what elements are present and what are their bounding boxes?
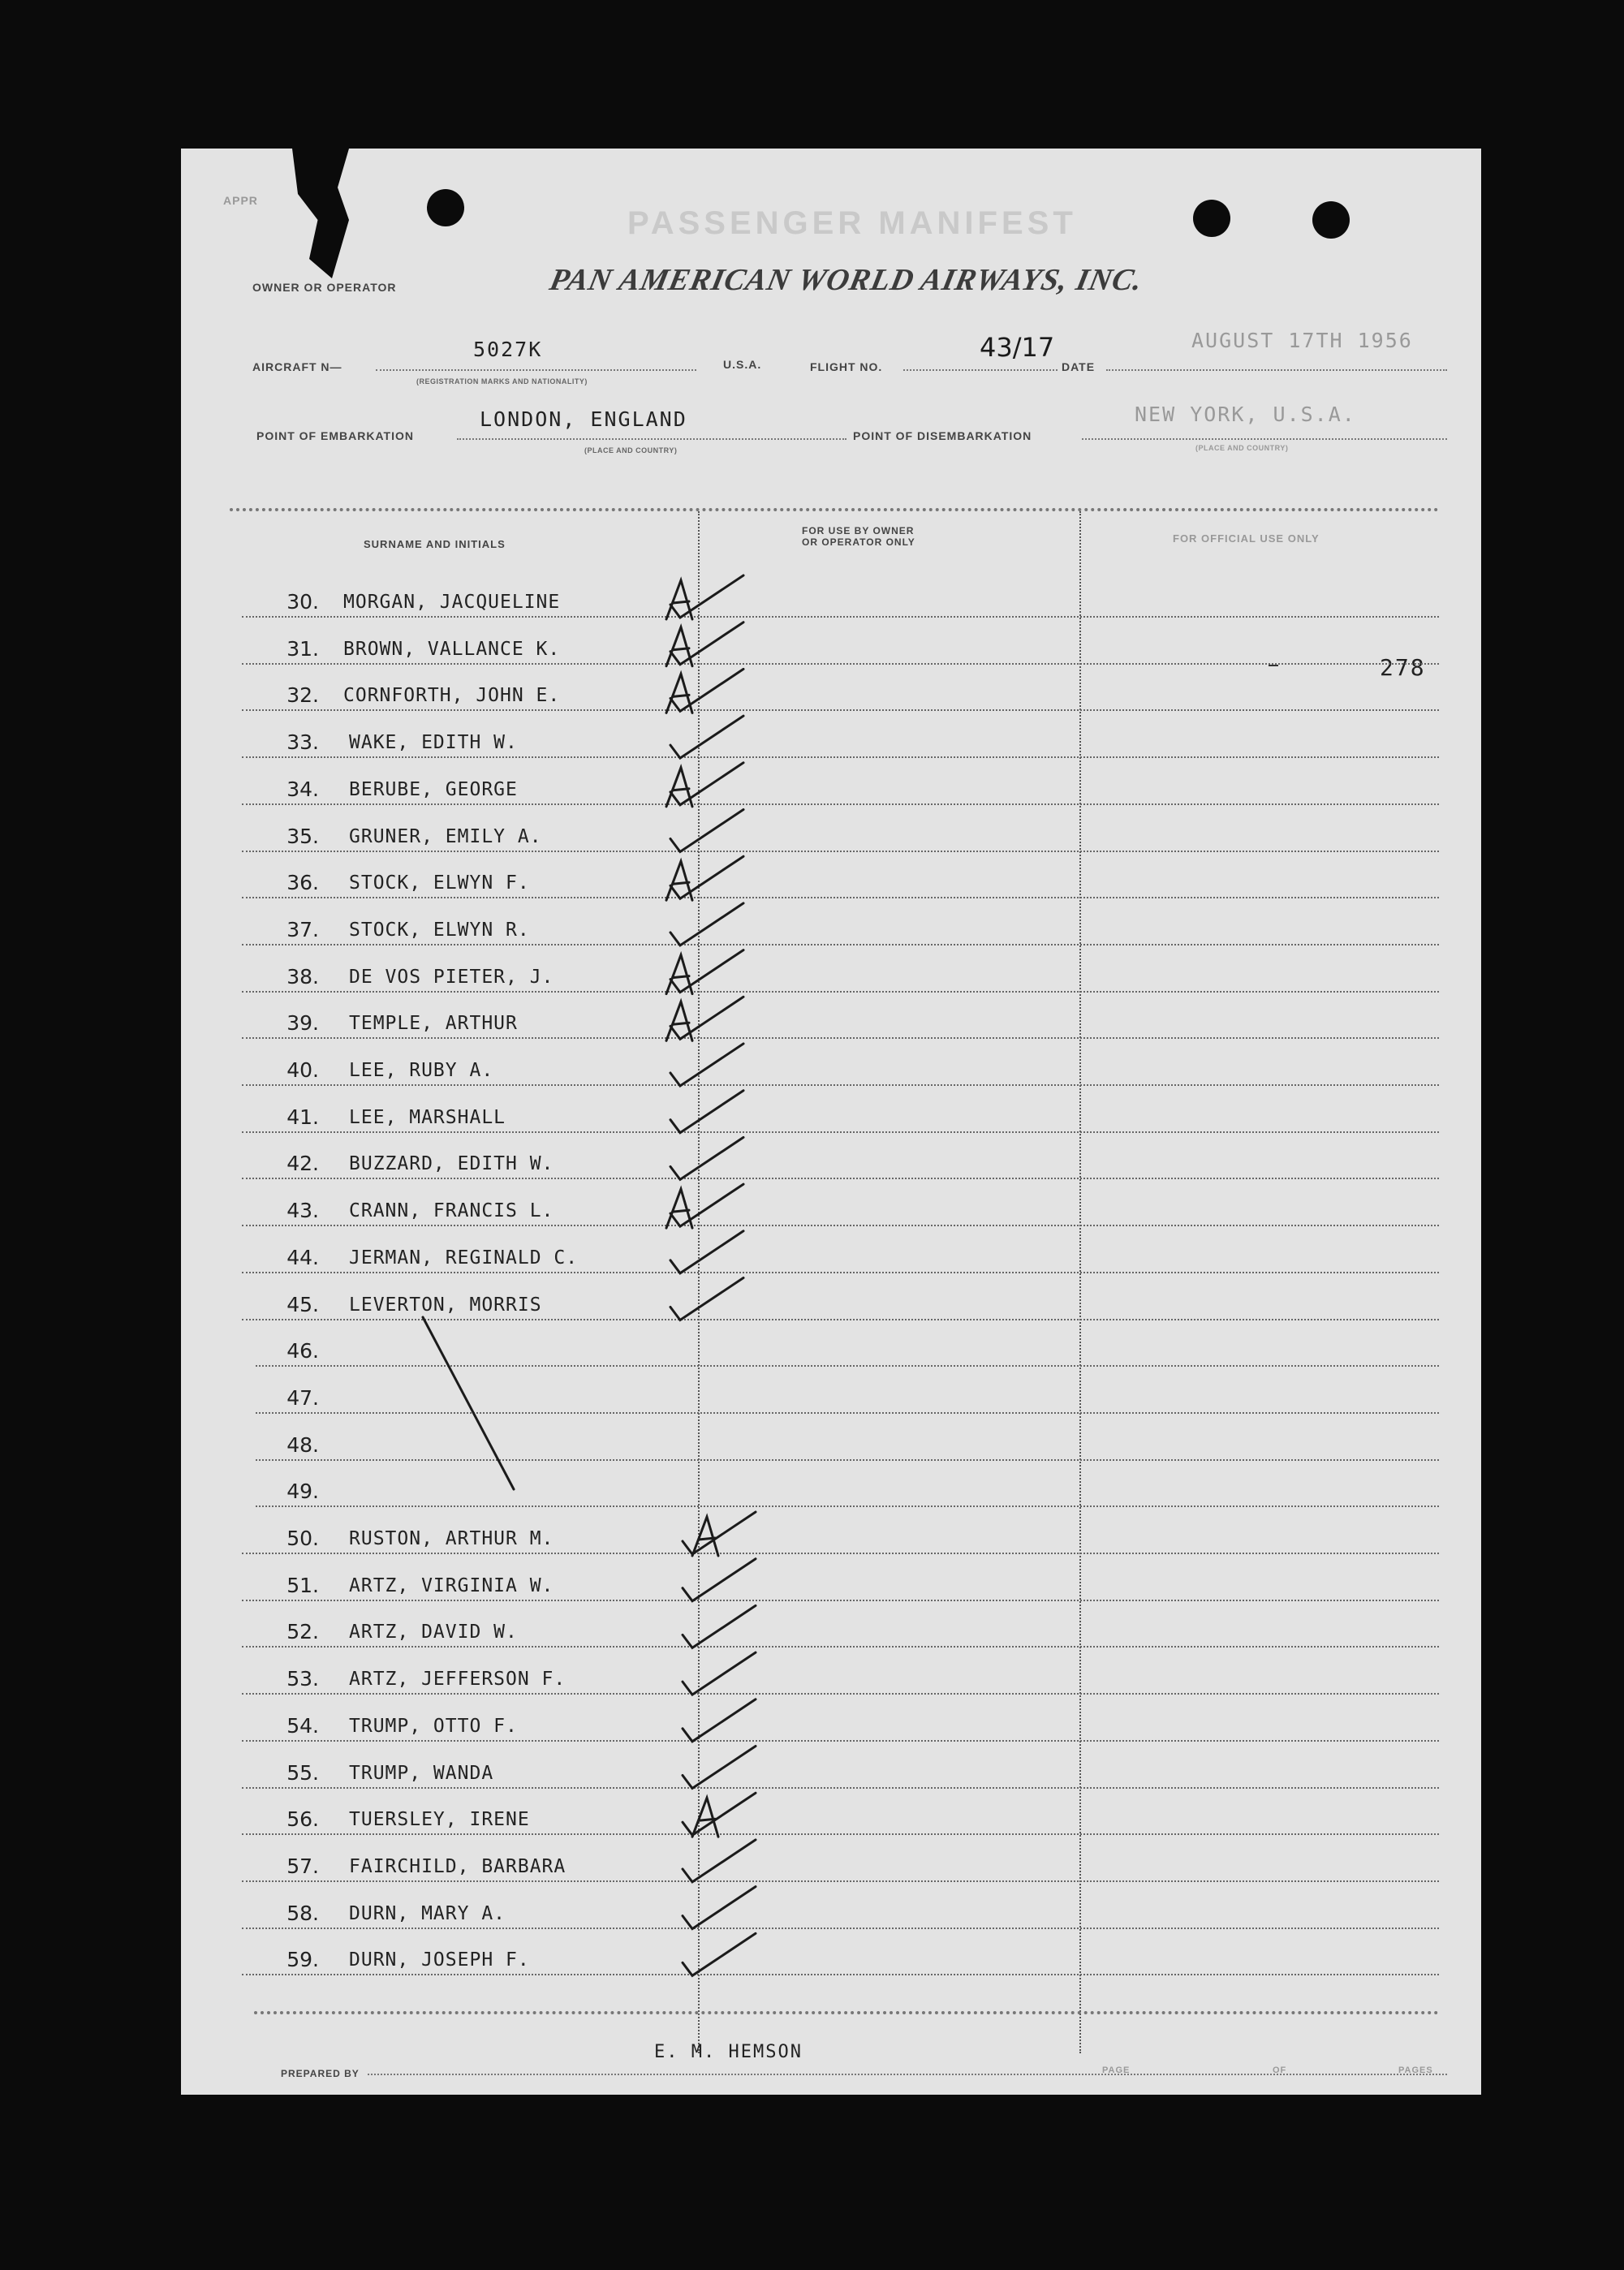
aircraft-label: AIRCRAFT N—: [252, 360, 342, 373]
pencil-stroke: [683, 1559, 756, 1601]
flight-value: 43/17: [980, 332, 1055, 363]
passenger-number: 41.: [286, 1105, 319, 1129]
passenger-number: 56.: [286, 1807, 319, 1831]
pencil-stroke: [670, 903, 743, 945]
passenger-name: DURN, JOSEPH F.: [349, 1949, 530, 1971]
passenger-number: 33.: [286, 730, 319, 754]
col-owner-use-1: FOR USE BY OWNER: [802, 525, 915, 536]
pencil-stroke: [670, 716, 743, 758]
passenger-number: 36.: [286, 871, 319, 894]
pencil-stroke: [670, 810, 743, 852]
disembarkation-label: POINT OF DISEMBARKATION: [853, 429, 1032, 442]
pencil-stroke: [670, 1231, 743, 1273]
passenger-number: 57.: [286, 1854, 319, 1878]
passenger-name: TEMPLE, ARTHUR: [349, 1013, 518, 1034]
passenger-name: LEE, RUBY A.: [349, 1060, 494, 1081]
col-surname: SURNAME AND INITIALS: [364, 538, 506, 550]
passenger-name: BUZZARD, EDITH W.: [349, 1153, 554, 1174]
pencil-stroke: [683, 1887, 756, 1929]
passenger-name: STOCK, ELWYN R.: [349, 920, 530, 941]
prepared-label: PREPARED BY: [281, 2068, 360, 2079]
pencil-stroke: [683, 1512, 756, 1554]
embarkation-label: POINT OF EMBARKATION: [256, 429, 414, 442]
passenger-name: TRUMP, WANDA: [349, 1763, 494, 1784]
passenger-number: 49.: [286, 1480, 319, 1503]
handwritten-check-marks: [181, 149, 1481, 2095]
passenger-number: 52.: [286, 1620, 319, 1643]
pencil-stroke: [670, 1278, 743, 1320]
passenger-number: 43.: [286, 1199, 319, 1222]
passenger-number: 34.: [286, 777, 319, 801]
pencil-stroke: [670, 1044, 743, 1086]
pencil-stroke: [670, 1137, 743, 1179]
passenger-name: TUERSLEY, IRENE: [349, 1809, 530, 1830]
pencil-stroke: [683, 1652, 756, 1695]
passenger-number: 35.: [286, 825, 319, 848]
pencil-stroke: [683, 1793, 756, 1835]
passenger-name: BERUBE, GEORGE: [349, 779, 518, 800]
passenger-name: MORGAN, JACQUELINE: [343, 592, 561, 613]
passenger-number: 42.: [286, 1152, 319, 1175]
official-note: 278: [1380, 654, 1426, 681]
passenger-name: CORNFORTH, JOHN E.: [343, 685, 561, 706]
owner-label: OWNER OR OPERATOR: [252, 281, 397, 294]
passenger-name: CRANN, FRANCIS L.: [349, 1200, 554, 1221]
passenger-number: 59.: [286, 1948, 319, 1971]
aircraft-value: 5027K: [473, 338, 543, 361]
passenger-number: 39.: [286, 1011, 319, 1035]
passenger-number: 46.: [286, 1339, 319, 1363]
passenger-name: GRUNER, EMILY A.: [349, 826, 542, 847]
pencil-stroke: [683, 1840, 756, 1882]
passenger-name: DE VOS PIETER, J.: [349, 967, 554, 988]
passenger-name: ARTZ, VIRGINIA W.: [349, 1575, 554, 1596]
passenger-number: 53.: [286, 1667, 319, 1691]
passenger-name: LEE, MARSHALL: [349, 1107, 506, 1128]
passenger-name: JERMAN, REGINALD C.: [349, 1247, 579, 1269]
passenger-number: 40.: [286, 1058, 319, 1082]
pencil-stroke: [683, 1933, 756, 1975]
passenger-number: 48.: [286, 1433, 319, 1457]
pencil-stroke: [683, 1747, 756, 1789]
passenger-number: 54.: [286, 1714, 319, 1738]
passenger-number: 31.: [286, 637, 319, 661]
page-label: PAGE: [1102, 2065, 1131, 2075]
passenger-number: 38.: [286, 965, 319, 989]
passenger-number: 32.: [286, 683, 319, 707]
table-bottom-rule: [254, 2011, 1439, 2014]
passenger-name: RUSTON, ARTHUR M.: [349, 1528, 554, 1549]
pencil-stroke: [423, 1317, 514, 1489]
col-owner-use-2: OR OPERATOR ONLY: [802, 536, 915, 548]
passenger-number: 58.: [286, 1902, 319, 1925]
disembarkation-caption: (PLACE AND COUNTRY): [1195, 444, 1289, 452]
passenger-name: FAIRCHILD, BARBARA: [349, 1856, 566, 1877]
passenger-number: 55.: [286, 1761, 319, 1785]
embarkation-caption: (PLACE AND COUNTRY): [584, 446, 678, 454]
passenger-number: 44.: [286, 1246, 319, 1269]
passenger-number: 45.: [286, 1293, 319, 1316]
pencil-stroke: [683, 1699, 756, 1742]
passenger-number: 47.: [286, 1386, 319, 1410]
passenger-name: DURN, MARY A.: [349, 1903, 506, 1924]
pencil-stroke: [692, 1517, 718, 1556]
passenger-name: WAKE, EDITH W.: [349, 732, 518, 753]
date-label: DATE: [1062, 360, 1096, 373]
passenger-name: STOCK, ELWYN F.: [349, 872, 530, 894]
usa-label: U.S.A.: [723, 358, 762, 371]
pencil-stroke: [692, 1798, 718, 1837]
passenger-number: 50.: [286, 1527, 319, 1550]
passenger-number: 51.: [286, 1574, 319, 1597]
passenger-name: ARTZ, DAVID W.: [349, 1622, 518, 1643]
form-title: PASSENGER MANIFEST: [627, 205, 1077, 241]
date-value: AUGUST 17TH 1956: [1191, 329, 1413, 352]
disembarkation-value: NEW YORK, U.S.A.: [1135, 403, 1356, 426]
manifest-sheet: [181, 149, 1481, 2095]
passenger-number: 37.: [286, 918, 319, 941]
airline-name: PAN AMERICAN WORLD AIRWAYS, INC.: [546, 263, 1147, 297]
passenger-name: ARTZ, JEFFERSON F.: [349, 1669, 566, 1690]
pencil-stroke: [683, 1605, 756, 1648]
embarkation-value: LONDON, ENGLAND: [480, 407, 687, 431]
passenger-name: BROWN, VALLANCE K.: [343, 639, 561, 660]
passenger-name: LEVERTON, MORRIS: [349, 1294, 542, 1316]
approval-fragment: APPR: [223, 194, 258, 207]
of-label: OF: [1273, 2065, 1287, 2075]
prepared-value: E. M. HEMSON: [654, 2042, 803, 2062]
registration-caption: (REGISTRATION MARKS AND NATIONALITY): [416, 377, 588, 386]
pencil-stroke: [670, 1091, 743, 1133]
pages-label: PAGES: [1398, 2065, 1433, 2075]
flight-label: FLIGHT NO.: [810, 360, 883, 373]
passenger-number: 30.: [286, 590, 319, 614]
passenger-name: TRUMP, OTTO F.: [349, 1716, 518, 1737]
col-official: FOR OFFICIAL USE ONLY: [1173, 532, 1320, 545]
